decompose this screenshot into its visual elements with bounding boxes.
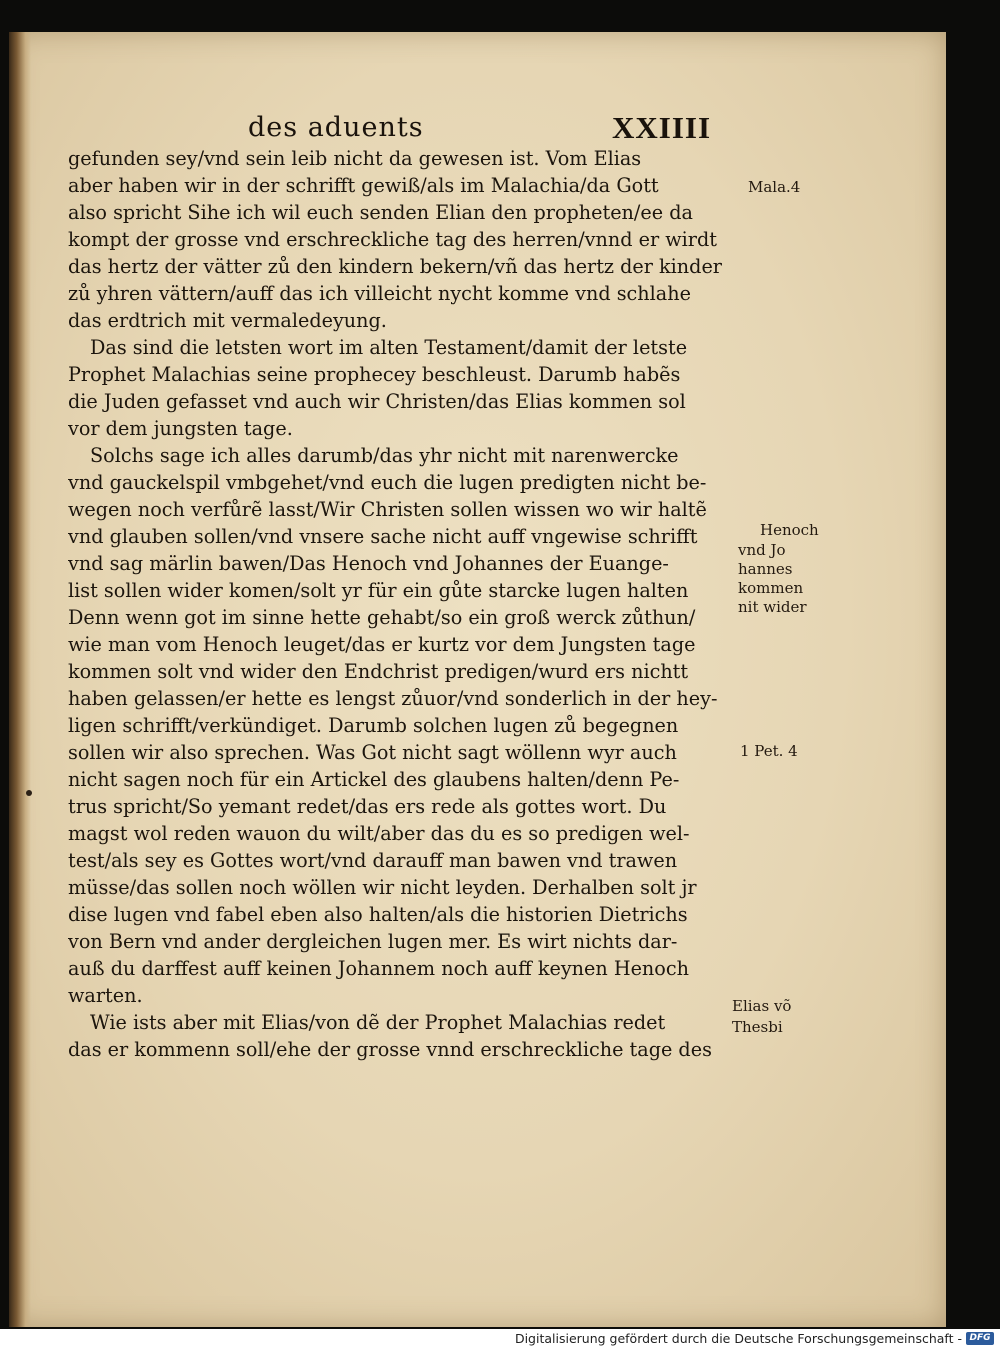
text-line: vnd gauckelspil vmbgehet/vnd euch die lugen predigten nicht be- [68,471,707,494]
text-line: test/als sey es Gottes wort/vnd darauff man bawen vnd trawen [68,849,678,872]
marginal-note-elias: Elias võ [732,997,792,1015]
text-line: trus spricht/So yemant redet/das ers rede als gottes wort. Du [68,795,667,818]
marginal-note-henoch: kommen [738,579,804,597]
text-line: vnd sag märlin bawen/Das Henoch vnd Johannes der Euange- [68,552,669,575]
text-line: nicht sagen noch für ein Artickel des glaubens halten/denn Pe- [68,768,680,791]
text-line: Solchs sage ich alles darumb/das yhr nicht mit narenwercke [90,444,679,467]
text-line: das hertz der vätter zů den kindern bekern/vñ das hertz der kinder [68,255,722,278]
marginal-note-elias: Thesbi [732,1018,783,1036]
text-line: Wie ists aber mit Elias/von dẽ der Prophet Malachias redet [90,1011,666,1034]
footer-bar [0,1329,1000,1349]
page-binding-shadow [9,32,31,1327]
text-line: das erdtrich mit vermaledeyung. [68,309,387,332]
text-line: list sollen wider komen/solt yr für ein gůte starcke lugen halten [68,579,689,602]
text-line: das er kommenn soll/ehe der grosse vnnd erschreckliche tage des [68,1038,712,1061]
text-line: Prophet Malachias seine prophecey beschleust. Darumb habẽs [68,363,681,386]
text-line: müsse/das sollen noch wöllen wir nicht leyden. Derhalben solt jr [68,876,697,899]
text-line: magst wol reden wauon du wilt/aber das du es so predigen wel- [68,822,690,845]
text-line: ligen schrifft/verkündiget. Darumb solchen lugen zů begegnen [68,714,679,737]
text-line: dise lugen vnd fabel eben also halten/als die historien Dietrichs [68,903,688,926]
text-line: vor dem jungsten tage. [68,417,293,440]
text-line: wegen noch verfůrẽ lasst/Wir Christen sollen wissen wo wir haltẽ [68,498,707,521]
text-line: warten. [68,984,143,1007]
text-line: sollen wir also sprechen. Was Got nicht sagt wöllenn wyr auch [68,741,677,764]
text-line: gefunden sey/vnd sein leib nicht da gewesen ist. Vom Elias [68,147,642,170]
text-line: aber haben wir in der schrifft gewiß/als im Malachia/da Gott [68,174,659,197]
marginal-note-malachi: Mala.4 [748,178,801,196]
text-line: vnd glauben sollen/vnd vnsere sache nicht auff vngewise schrifft [68,525,698,548]
folio-number: XXIIII [612,110,712,145]
text-line: Denn wenn got im sinne hette gehabt/so ein groß werck zůthun/ [68,606,696,629]
text-line: von Bern vnd ander dergleichen lugen mer. Es wirt nichts dar- [68,930,678,953]
text-line: also spricht Sihe ich wil euch senden Elian den propheten/ee da [68,201,693,224]
text-line: wie man vom Henoch leuget/das er kurtz vor dem Jungsten tage [68,633,696,656]
text-line: die Juden gefasset vnd auch wir Christen/das Elias kommen sol [68,390,686,413]
marginal-note-henoch: hannes [738,560,793,578]
dfg-logo: DFG [966,1332,994,1345]
text-line: kompt der grosse vnd erschreckliche tag des herren/vnnd er wirdt [68,228,717,251]
text-line: Das sind die letsten wort im alten Testament/damit der letste [90,336,688,359]
text-line: auß du darffest auff keinen Johannem noch auff keynen Henoch [68,957,689,980]
marginal-note-peter: 1 Pet. 4 [740,742,798,760]
text-line: kommen solt vnd wider den Endchrist predigen/wurd ers nichtt [68,660,689,683]
text-line: haben gelassen/er hette es lengst zůuor/vnd sonderlich in der hey- [68,687,718,710]
text-line: zů yhren vättern/auff das ich villeicht nycht komme vnd schlahe [68,282,691,305]
footer-credit: Digitalisierung gefördert durch die Deutsche Forschungsgemeinschaft - [514,1331,962,1346]
marginal-note-henoch: vnd Jo [738,541,786,559]
marginal-note-henoch: nit wider [738,598,807,616]
marginal-note-henoch: Henoch [760,521,819,539]
running-title: des aduents [248,112,424,143]
ink-blot-mark [26,790,32,796]
